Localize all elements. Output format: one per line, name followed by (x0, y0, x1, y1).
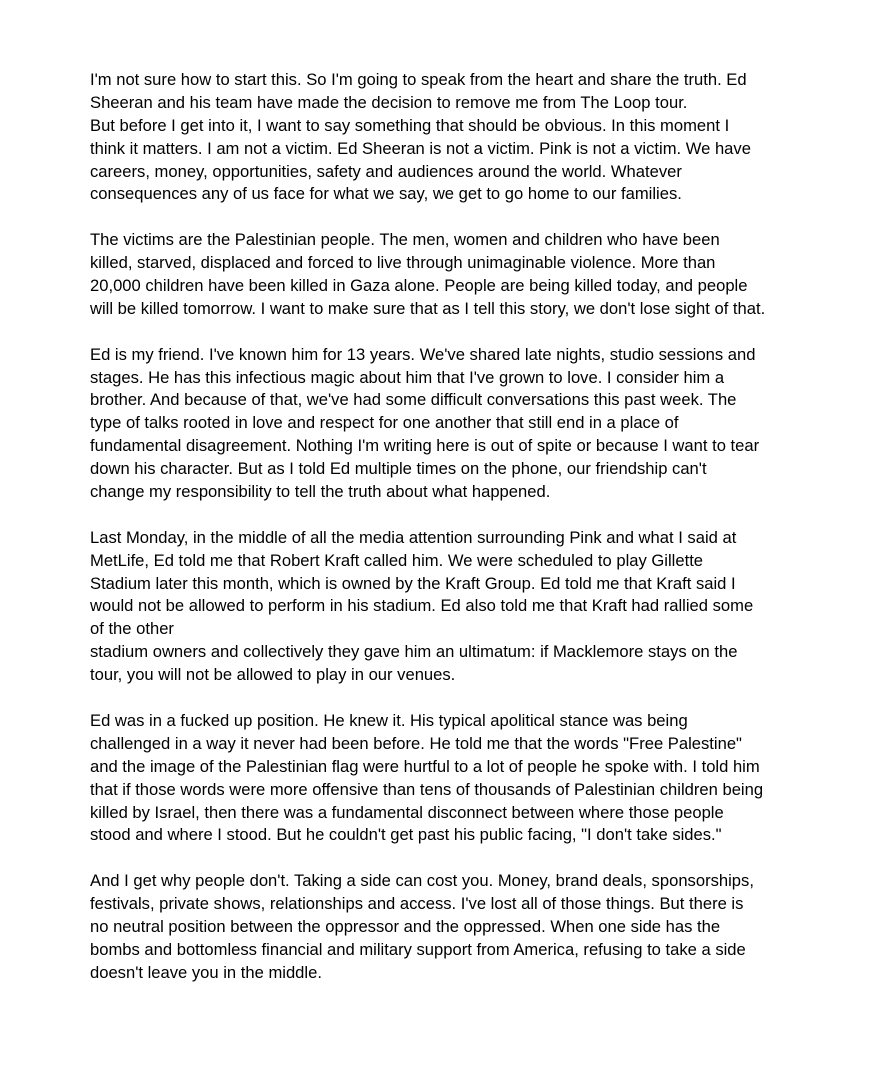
paragraph-6 (90, 870, 810, 984)
text-line: Last Monday, in the middle of all the media attention surrounding Pink and what I said at (90, 527, 737, 547)
text-line: killed, starved, displaced and forced to live through unimaginable violence. More than (90, 253, 716, 273)
paragraph-2 (90, 229, 810, 321)
text-line: down his character. But as I told Ed multiple times on the phone, our friendship can't (90, 459, 707, 479)
text-line: And I get why people don't. Taking a side can cost you. Money, brand deals, sponsorships, (90, 871, 754, 891)
text-line: The victims are the Palestinian people. The men, women and children who have been (90, 230, 720, 250)
text-line: of the other (90, 619, 174, 639)
text-line: festivals, private shows, relationships and access. I've lost all of those things. But there is (90, 894, 744, 914)
text-line: stadium owners and collectively they gave him an ultimatum: if Macklemore stays on the (90, 642, 738, 662)
text-line: bombs and bottomless financial and military support from America, refusing to take a side (90, 939, 746, 959)
paragraph-4 (90, 527, 810, 687)
text-line: Ed is my friend. I've known him for 13 years. We've shared late nights, studio sessions and (90, 344, 756, 364)
text-line: stages. He has this infectious magic about him that I've grown to love. I consider him a (90, 367, 725, 387)
paragraph-5 (90, 710, 810, 847)
text-line: change my responsibility to tell the truth about what happened. (90, 482, 551, 502)
text-line: careers, money, opportunities, safety and audiences around the world. Whatever (90, 161, 682, 181)
text-line: doesn't leave you in the middle. (90, 962, 322, 982)
text-line: type of talks rooted in love and respect for one another that still end in a place of (90, 413, 679, 433)
text-line: stood and where I stood. But he couldn't get past his public facing, "I don't take sides." (90, 825, 722, 845)
text-line: Stadium later this month, which is owned by the Kraft Group. Ed told me that Kraft said I (90, 573, 736, 593)
text-line: will be killed tomorrow. I want to make sure that as I tell this story, we don't lose sight of that. (90, 298, 766, 318)
text-line: and the image of the Palestinian flag were hurtful to a lot of people he spoke with. I told him (90, 756, 760, 776)
text-line: consequences any of us face for what we say, we get to go home to our families. (90, 184, 682, 204)
document-body (90, 69, 810, 1008)
text-line: would not be allowed to perform in his stadium. Ed also told me that Kraft had rallied some (90, 596, 754, 616)
text-line: But before I get into it, I want to say something that should be obvious. In this moment I (90, 115, 730, 135)
text-line: MetLife, Ed told me that Robert Kraft called him. We were scheduled to play Gillette (90, 550, 704, 570)
text-line: Sheeran and his team have made the decision to remove me from The Loop tour. (90, 92, 688, 112)
text-line: Ed was in a fucked up position. He knew it. His typical apolitical stance was being (90, 710, 688, 730)
text-line: tour, you will not be allowed to play in our venues. (90, 665, 456, 685)
text-line: fundamental disagreement. Nothing I'm writing here is out of spite or because I want to tear (90, 436, 760, 456)
text-line: killed by Israel, then there was a fundamental disconnect between where those people (90, 802, 724, 822)
text-line: brother. And because of that, we've had some difficult conversations this past week. The (90, 390, 737, 410)
text-line: 20,000 children have been killed in Gaza alone. People are being killed today, and people (90, 276, 748, 296)
paragraph-1 (90, 69, 810, 206)
text-line: think it matters. I am not a victim. Ed Sheeran is not a victim. Pink is not a victim. We have (90, 138, 751, 158)
text-line: that if those words were more offensive than tens of thousands of Palestinian children being (90, 779, 764, 799)
text-line: I'm not sure how to start this. So I'm going to speak from the heart and share the truth. Ed (90, 70, 747, 89)
paragraph-3 (90, 344, 810, 504)
text-line: no neutral position between the oppressor and the oppressed. When one side has the (90, 916, 721, 936)
text-line: challenged in a way it never had been before. He told me that the words "Free Palestine" (90, 733, 742, 753)
